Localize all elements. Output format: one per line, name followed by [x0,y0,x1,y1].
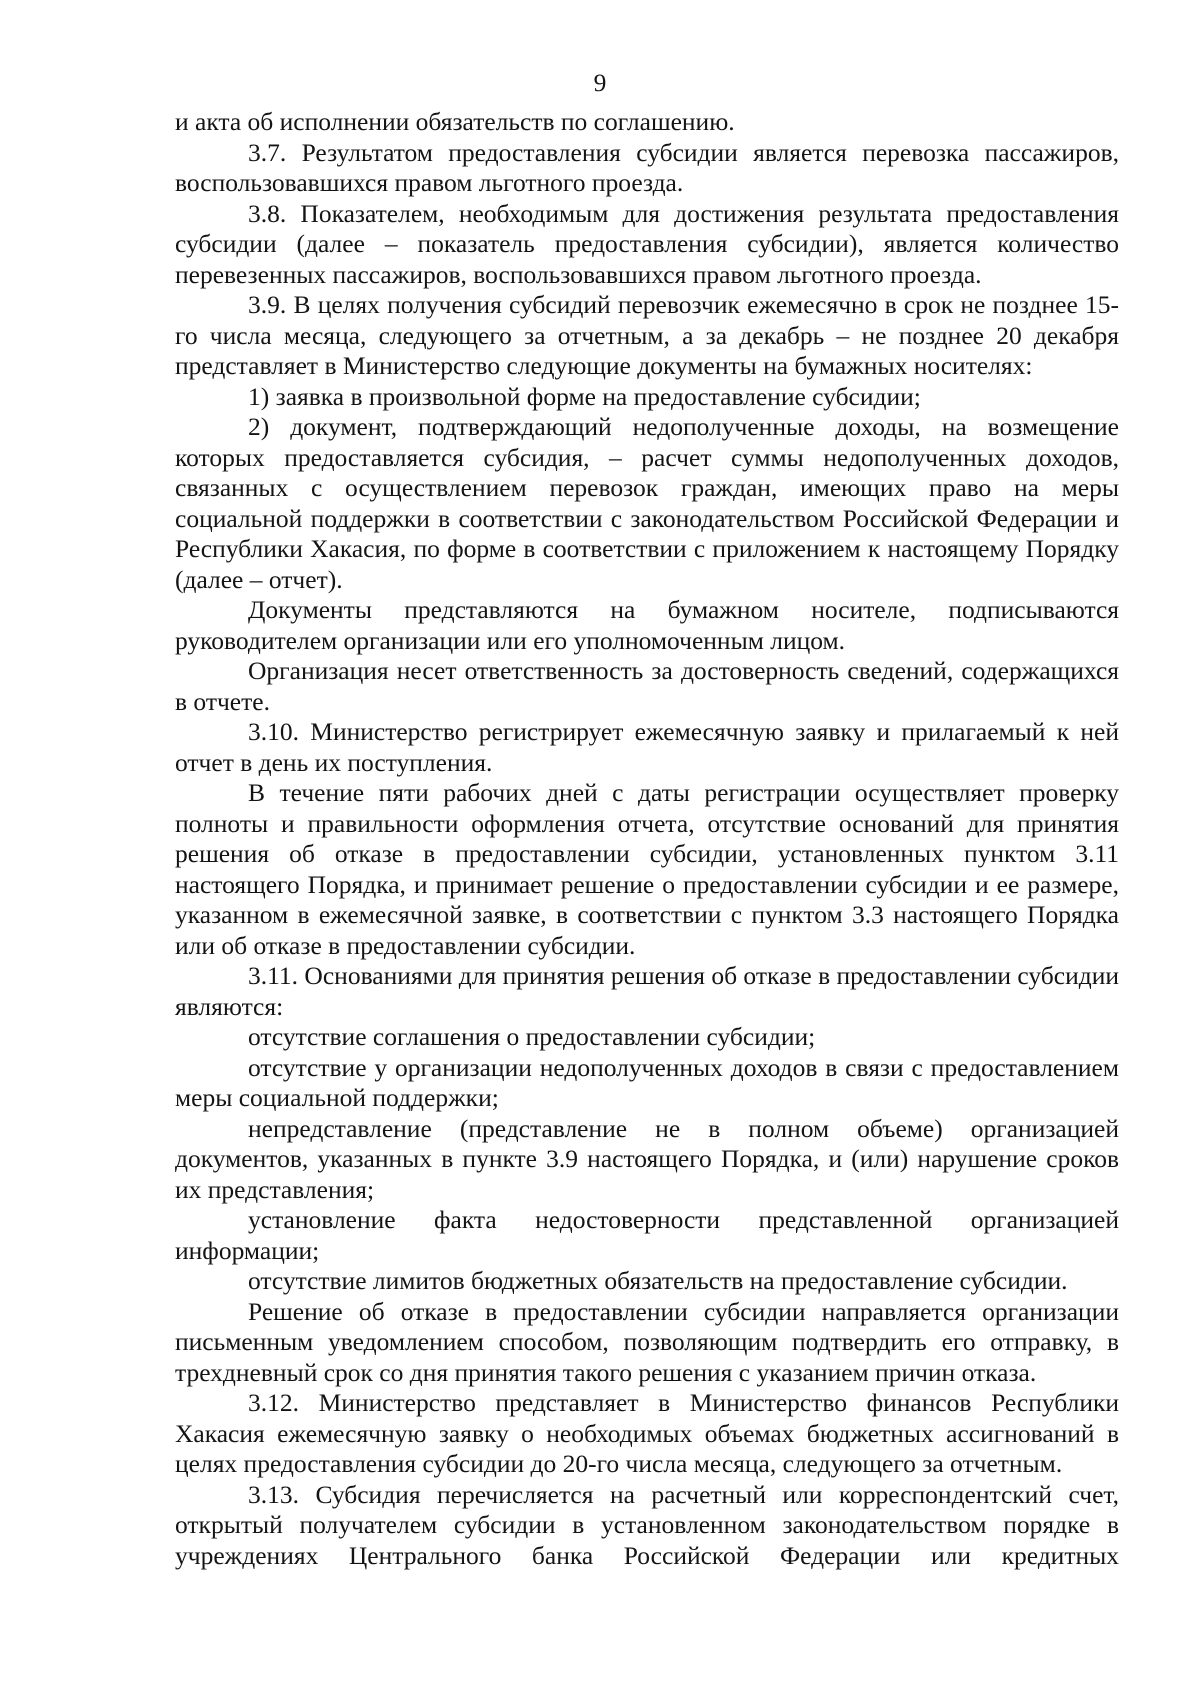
paragraph-3-9: 3.9. В целях получения субсидий перевозчик ежемесячно в срок не позднее 15-го числа месяца, следующего за отчетным, а за декабрь – не позднее 20 декабря представляет в Министерство следующие документы на бумажных носителях: [175,290,1119,380]
ground-no-agreement: отсутствие соглашения о предоставлении субсидии; [248,1022,816,1051]
ground-no-lost-income: отсутствие у организации недополученных доходов в связи с предоставлением меры социальной поддержки; [175,1052,1119,1112]
ground-false-information: установление факта недостоверности представленной организацией информации; [175,1205,1119,1265]
document-body [175,107,1119,1571]
paragraph-3-8: 3.8. Показателем, необходимым для достижения результата предоставления субсидии (далее – показатель предоставления субсидии), является количество перевезенных пассажиров, воспользовавшихся правом льготного проезда. [175,198,1119,289]
list-item-1: 1) заявка в произвольной форме на предоставление субсидии; [248,381,921,411]
paragraph-3-12: 3.12. Министерство представляет в Министерство финансов Республики Хакасия ежемесячную заявку о необходимых объемах бюджетных ассигнований в целях предоставления субсидии до 20-го числа месяца, следующего за отчетным. [175,1388,1119,1478]
paragraph-review: В течение пяти рабочих дней с даты регистрации осуществляет проверку полноты и правильности оформления отчета, отсутствие оснований для принятия решения об отказе в предоставлении субсидии, установленных пунктом 3.11 настоящего Порядка, и принимает решение о предоставлении субсидии и ее размере, указанном в ежемесячной заявке, в соответствии с пунктом 3.3 настоящего Порядка или об отказе в предоставлении субсидии. [175,778,1119,960]
paragraph-refusal-notice: Решение об отказе в предоставлении субсидии направляется организации письменным уведомлением способом, позволяющим подтвердить его отправку, в трехдневный срок со дня принятия такого решения с указанием причин отказа. [175,1296,1119,1387]
paragraph-3-7: 3.7. Результатом предоставления субсидии является перевозка пассажиров, воспользовавшихся правом льготного проезда. [175,137,1119,197]
list-item-2: 2) документ, подтверждающий недополученные доходы, на возмещение которых предоставляется субсидия, – расчет суммы недополученных доходов, связанных с осуществлением перевозок граждан, имеющих право на меры социальной поддержки в соответствии с законодательством Российской Федерации и Республики Хакасия, по форме в соответствии с приложением к настоящему Порядку (далее – отчет). [175,412,1119,594]
paragraph-3-11: 3.11. Основаниями для принятия решения об отказе в предоставлении субсидии являются: [175,961,1119,1021]
paragraph-documents: Документы представляются на бумажном носителе, подписываются руководителем организации или его уполномоченным лицом. [175,595,1119,655]
ground-no-budget-limits: отсутствие лимитов бюджетных обязательств на предоставление субсидии. [248,1266,1068,1295]
paragraph-continuation: и акта об исполнении обязательств по соглашению. [175,107,735,136]
page-number: 9 [593,68,607,97]
paragraph-responsibility: Организация несет ответственность за достоверность сведений, содержащихся в отчете. [175,656,1119,716]
paragraph-3-10: 3.10. Министерство регистрирует ежемесячную заявку и прилагаемый к ней отчет в день их поступления. [175,717,1119,777]
ground-missing-documents: непредставление (представление не в полном объеме) организацией документов, указанных в пункте 3.9 настоящего Порядка, и (или) нарушение сроков их представления; [175,1113,1119,1204]
paragraph-3-13: 3.13. Субсидия перечисляется на расчетный или корреспондентский счет, открытый получателем субсидии в установленном законодательством порядке в учреждениях Центрального банка Российской Федерации или кредитных [175,1479,1119,1570]
